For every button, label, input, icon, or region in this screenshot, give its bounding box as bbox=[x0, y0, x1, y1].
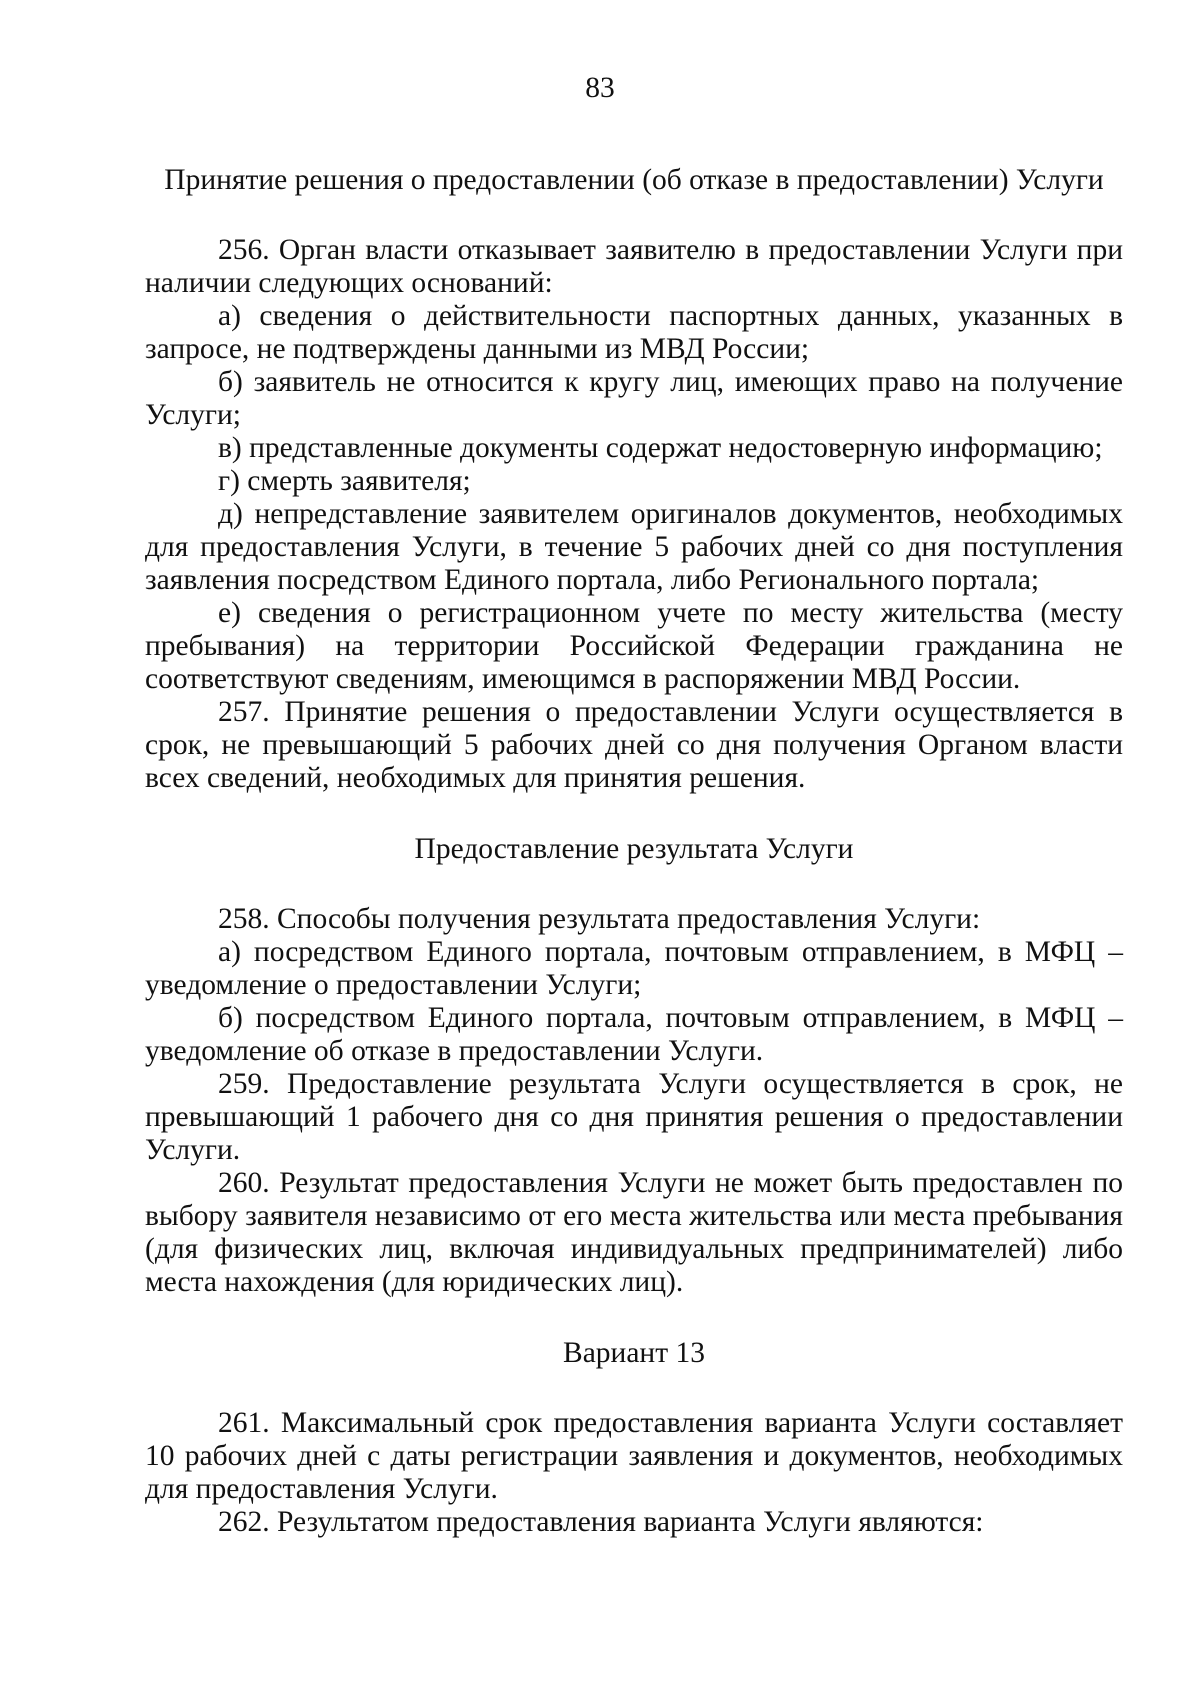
list-item: а) сведения о действительности паспортных данных, указанных в запросе, не подтверждены данными из МВД России; bbox=[145, 300, 1123, 365]
paragraph-259: 259. Предоставление результата Услуги осуществляется в срок, не превышающий 1 рабочего дня со дня принятия решения о предоставлении Услуги. bbox=[145, 1068, 1123, 1166]
list-item: б) посредством Единого портала, почтовым отправлением, в МФЦ – уведомление об отказе в предоставлении Услуги. bbox=[145, 1002, 1123, 1067]
paragraph-256: 256. Орган власти отказывает заявителю в предоставлении Услуги при наличии следующих оснований: bbox=[145, 234, 1123, 299]
page-number: 83 bbox=[585, 72, 615, 104]
list-item: е) сведения о регистрационном учете по месту жительства (месту пребывания) на территории Российской Федерации гражданина не соответствуют сведениям, имеющимся в распоряжении МВД России. bbox=[145, 597, 1123, 695]
document-body bbox=[145, 160, 1123, 1539]
list-item: в) представленные документы содержат недостоверную информацию; bbox=[218, 432, 1103, 464]
paragraph-260: 260. Результат предоставления Услуги не может быть предоставлен по выбору заявителя независимо от его места жительства или места пребывания (для физических лиц, включая индивидуальных предпринимателей) либо места нахождения (для юридических лиц). bbox=[145, 1167, 1123, 1298]
list-item: б) заявитель не относится к кругу лиц, имеющих право на получение Услуги; bbox=[145, 366, 1123, 431]
section-heading-variant-13: Вариант 13 bbox=[563, 1337, 705, 1369]
list-item: а) посредством Единого портала, почтовым отправлением, в МФЦ – уведомление о предоставлении Услуги; bbox=[145, 936, 1123, 1001]
paragraph-262: 262. Результатом предоставления варианта Услуги являются: bbox=[218, 1506, 984, 1538]
section-heading-decision: Принятие решения о предоставлении (об отказе в предоставлении) Услуги bbox=[164, 164, 1104, 196]
paragraph-258: 258. Способы получения результата предоставления Услуги: bbox=[218, 903, 981, 935]
paragraph-257: 257. Принятие решения о предоставлении Услуги осуществляется в срок, не превышающий 5 рабочих дней со дня получения Органом власти всех сведений, необходимых для принятия решения. bbox=[145, 696, 1123, 794]
list-item: д) непредставление заявителем оригиналов документов, необходимых для предоставления Услуги, в течение 5 рабочих дней со дня поступления заявления посредством Единого портала, либо Регионального портала; bbox=[145, 498, 1123, 596]
list-item: г) смерть заявителя; bbox=[218, 465, 471, 497]
paragraph-261: 261. Максимальный срок предоставления варианта Услуги составляет 10 рабочих дней с даты регистрации заявления и документов, необходимых для предоставления Услуги. bbox=[145, 1407, 1123, 1505]
section-heading-result: Предоставление результата Услуги bbox=[414, 833, 854, 865]
